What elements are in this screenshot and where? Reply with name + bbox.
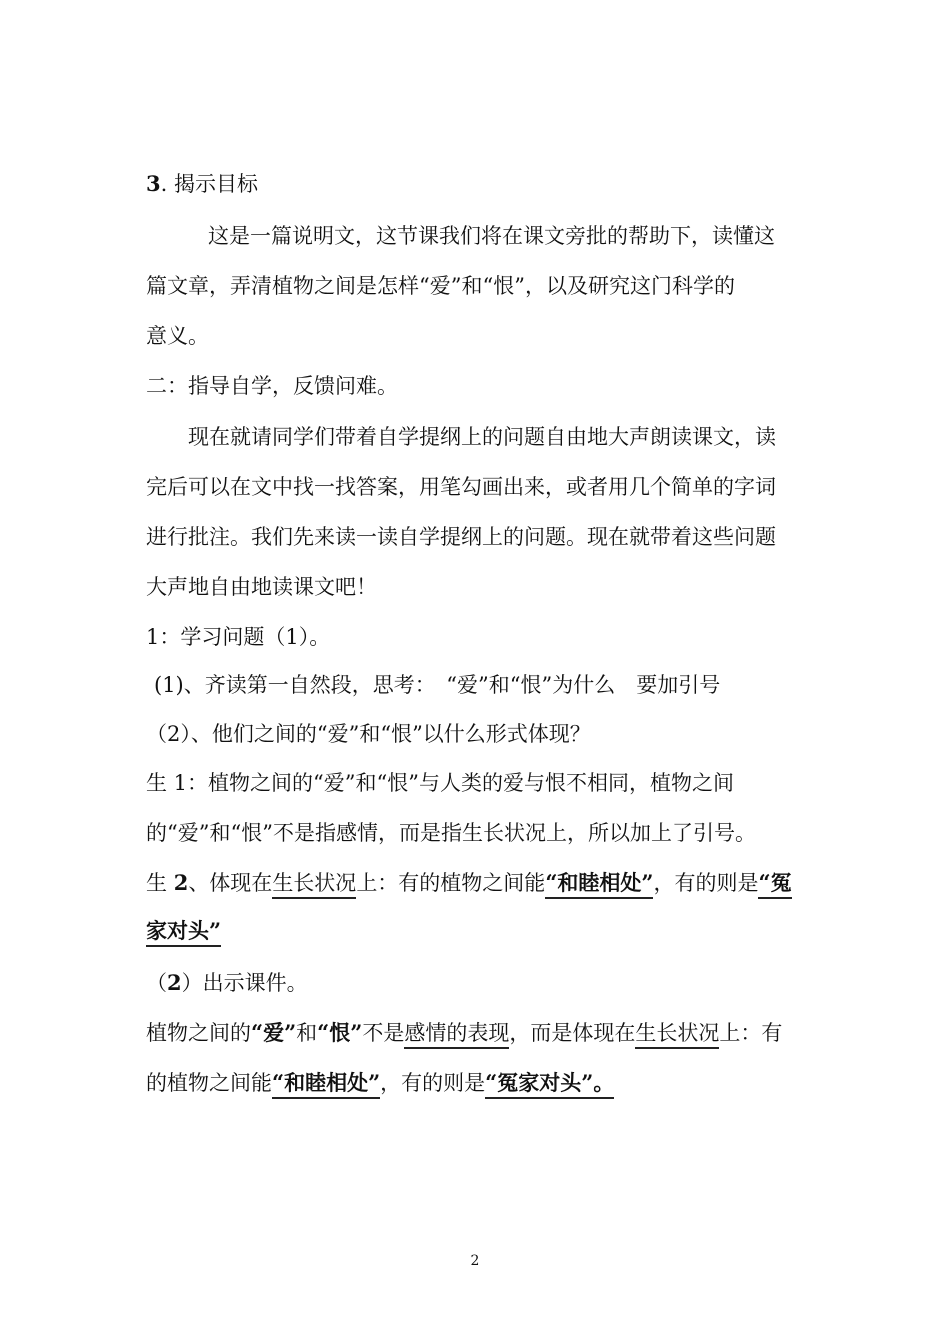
heading-text: . 揭示目标 <box>160 172 258 196</box>
study-title: 1：学习问题（1）。 <box>146 625 331 649</box>
heading-number: 3 <box>146 171 161 196</box>
show-number: 2 <box>167 970 182 995</box>
underlined-enemies-start: “冤 <box>758 870 791 899</box>
summary-text-3: ，而是体现在 <box>509 1021 636 1045</box>
summary-text-1: 植物之间的 <box>146 1021 251 1045</box>
student-1-line-2: 的“爱”和“恨”不是指感情，而是指生长状况上，所以加上了引号。 <box>146 821 756 845</box>
intro-line-1: 这是一篇说明文，这节课我们将在课文旁批的帮助下，读懂这 <box>208 224 775 248</box>
student-2-line-2 <box>146 916 816 946</box>
underlined-enemies-2: “冤家对头”。 <box>485 1070 614 1099</box>
instructions-line-2: 完后可以在文中找一找答案，用笔勾画出来，或者用几个简单的字词 <box>146 475 776 499</box>
summary-text-4: 上：有 <box>719 1021 783 1045</box>
student-1-line-1: 生 1：植物之间的“爱”和“恨”与人类的爱与恨不相同，植物之间 <box>146 771 734 795</box>
show-open: （ <box>146 971 167 995</box>
show-text: ）出示课件。 <box>181 971 308 995</box>
summary-text-6: ，有的则是 <box>380 1071 486 1095</box>
summary-line-1 <box>146 1018 816 1048</box>
section-2-title: 二：指导自学，反馈问难。 <box>146 374 398 398</box>
summary-and: 和 <box>296 1021 318 1045</box>
section-heading <box>146 169 816 199</box>
summary-text-2: 不是 <box>362 1021 405 1045</box>
underlined-emotion: 感情的表现 <box>404 1021 509 1049</box>
instructions-line-3: 进行批注。我们先来读一读自学提纲上的问题。现在就带着这些问题 <box>146 525 776 549</box>
summary-text-5: 的植物之间能 <box>146 1071 272 1095</box>
summary-love: “爱” <box>251 1020 297 1045</box>
intro-line-2: 篇文章，弄清植物之间是怎样“爱”和“恨”，以及研究这门科学的 <box>146 274 735 298</box>
underlined-harmony-2: “和睦相处” <box>272 1070 380 1099</box>
student-2-text-3: ，有的则是 <box>653 871 759 895</box>
underlined-harmony: “和睦相处” <box>545 870 653 899</box>
question-1: (1)、齐读第一自然段，思考： “爱”和“恨”为什么 要加引号 <box>154 673 721 697</box>
underlined-growth-status-2: 生长状况 <box>635 1021 719 1049</box>
underlined-growth-status: 生长状况 <box>272 871 356 899</box>
student-2-number: 2 <box>173 870 189 895</box>
show-slides <box>146 968 816 998</box>
student-2-line-1 <box>146 868 816 898</box>
page-number: 2 <box>470 1253 480 1269</box>
underlined-enemies-end: 家对头” <box>146 918 221 947</box>
summary-hate: “恨” <box>317 1020 363 1045</box>
student-2-prefix: 生 <box>146 871 174 895</box>
summary-line-2 <box>146 1068 816 1098</box>
question-2: （2）、他们之间的“爱”和“恨”以什么形式体现？ <box>146 722 591 746</box>
student-2-text-1: 、体现在 <box>188 871 273 895</box>
instructions-line-4: 大声地自由地读课文吧！ <box>146 575 377 599</box>
intro-line-3: 意义。 <box>146 324 209 348</box>
instructions-line-1: 现在就请同学们带着自学提纲上的问题自由地大声朗读课文，读 <box>188 425 776 449</box>
student-2-text-2: 上：有的植物之间能 <box>356 871 546 895</box>
